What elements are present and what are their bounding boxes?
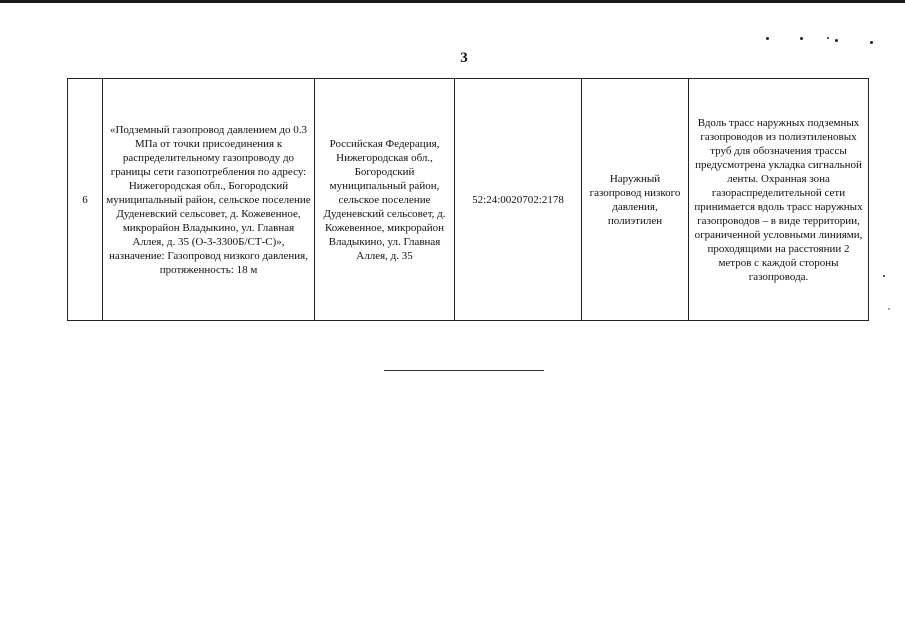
row-index-cell: 6 <box>68 79 103 321</box>
register-table <box>67 78 869 321</box>
scan-speck <box>766 37 769 40</box>
scan-speck <box>870 41 873 44</box>
address-cell: Российская Федерация, Нижегородская обл., Богородский муниципальный район, сельское поселение Дуденевский сельсовет, д. Кожевенное, микрорайон Владыкино, ул. Главная Аллея, д. 35 <box>315 79 455 321</box>
scan-speck <box>827 37 829 39</box>
scan-speck <box>835 39 838 42</box>
top-border-line <box>0 0 905 3</box>
object-type-cell: Наружный газопровод низкого давления, полиэтилен <box>582 79 689 321</box>
scan-speck <box>883 275 885 277</box>
object-description-cell: «Подземный газопровод давлением до 0.3 МПа от точки присоединения к распределительному газопроводу до границы сети газопотребления по адресу: Нижегородская обл., Богородский муниципальный район, сельское поселение Дуденевский сельсовет, д. Кожевенное, микрорайон Владыкино, ул. Главная Аллея, д. 35 (О-3-3300Б/СТ-С)», назначение: Газопровод низкого давления, протяженность: 18 м <box>103 79 315 321</box>
cadastral-number-cell: 52:24:0020702:2178 <box>455 79 582 321</box>
table-row <box>68 79 869 321</box>
scan-speck <box>800 37 803 40</box>
protection-zone-notes-cell: Вдоль трасс наружных подземных газопроводов из полиэтиленовых труб для обозначения трассы предусмотрена укладка сигнальной ленты. Охранная зона газораспределительной сети принимается вдоль трасс наружных газопроводов – в виде территории, ограниченной условными линиями, проходящими на расстоянии 2 метров с каждой стороны газопровода. <box>689 79 869 321</box>
scan-speck <box>888 308 890 310</box>
page-number: 3 <box>460 50 468 66</box>
end-separator-line <box>384 370 544 371</box>
